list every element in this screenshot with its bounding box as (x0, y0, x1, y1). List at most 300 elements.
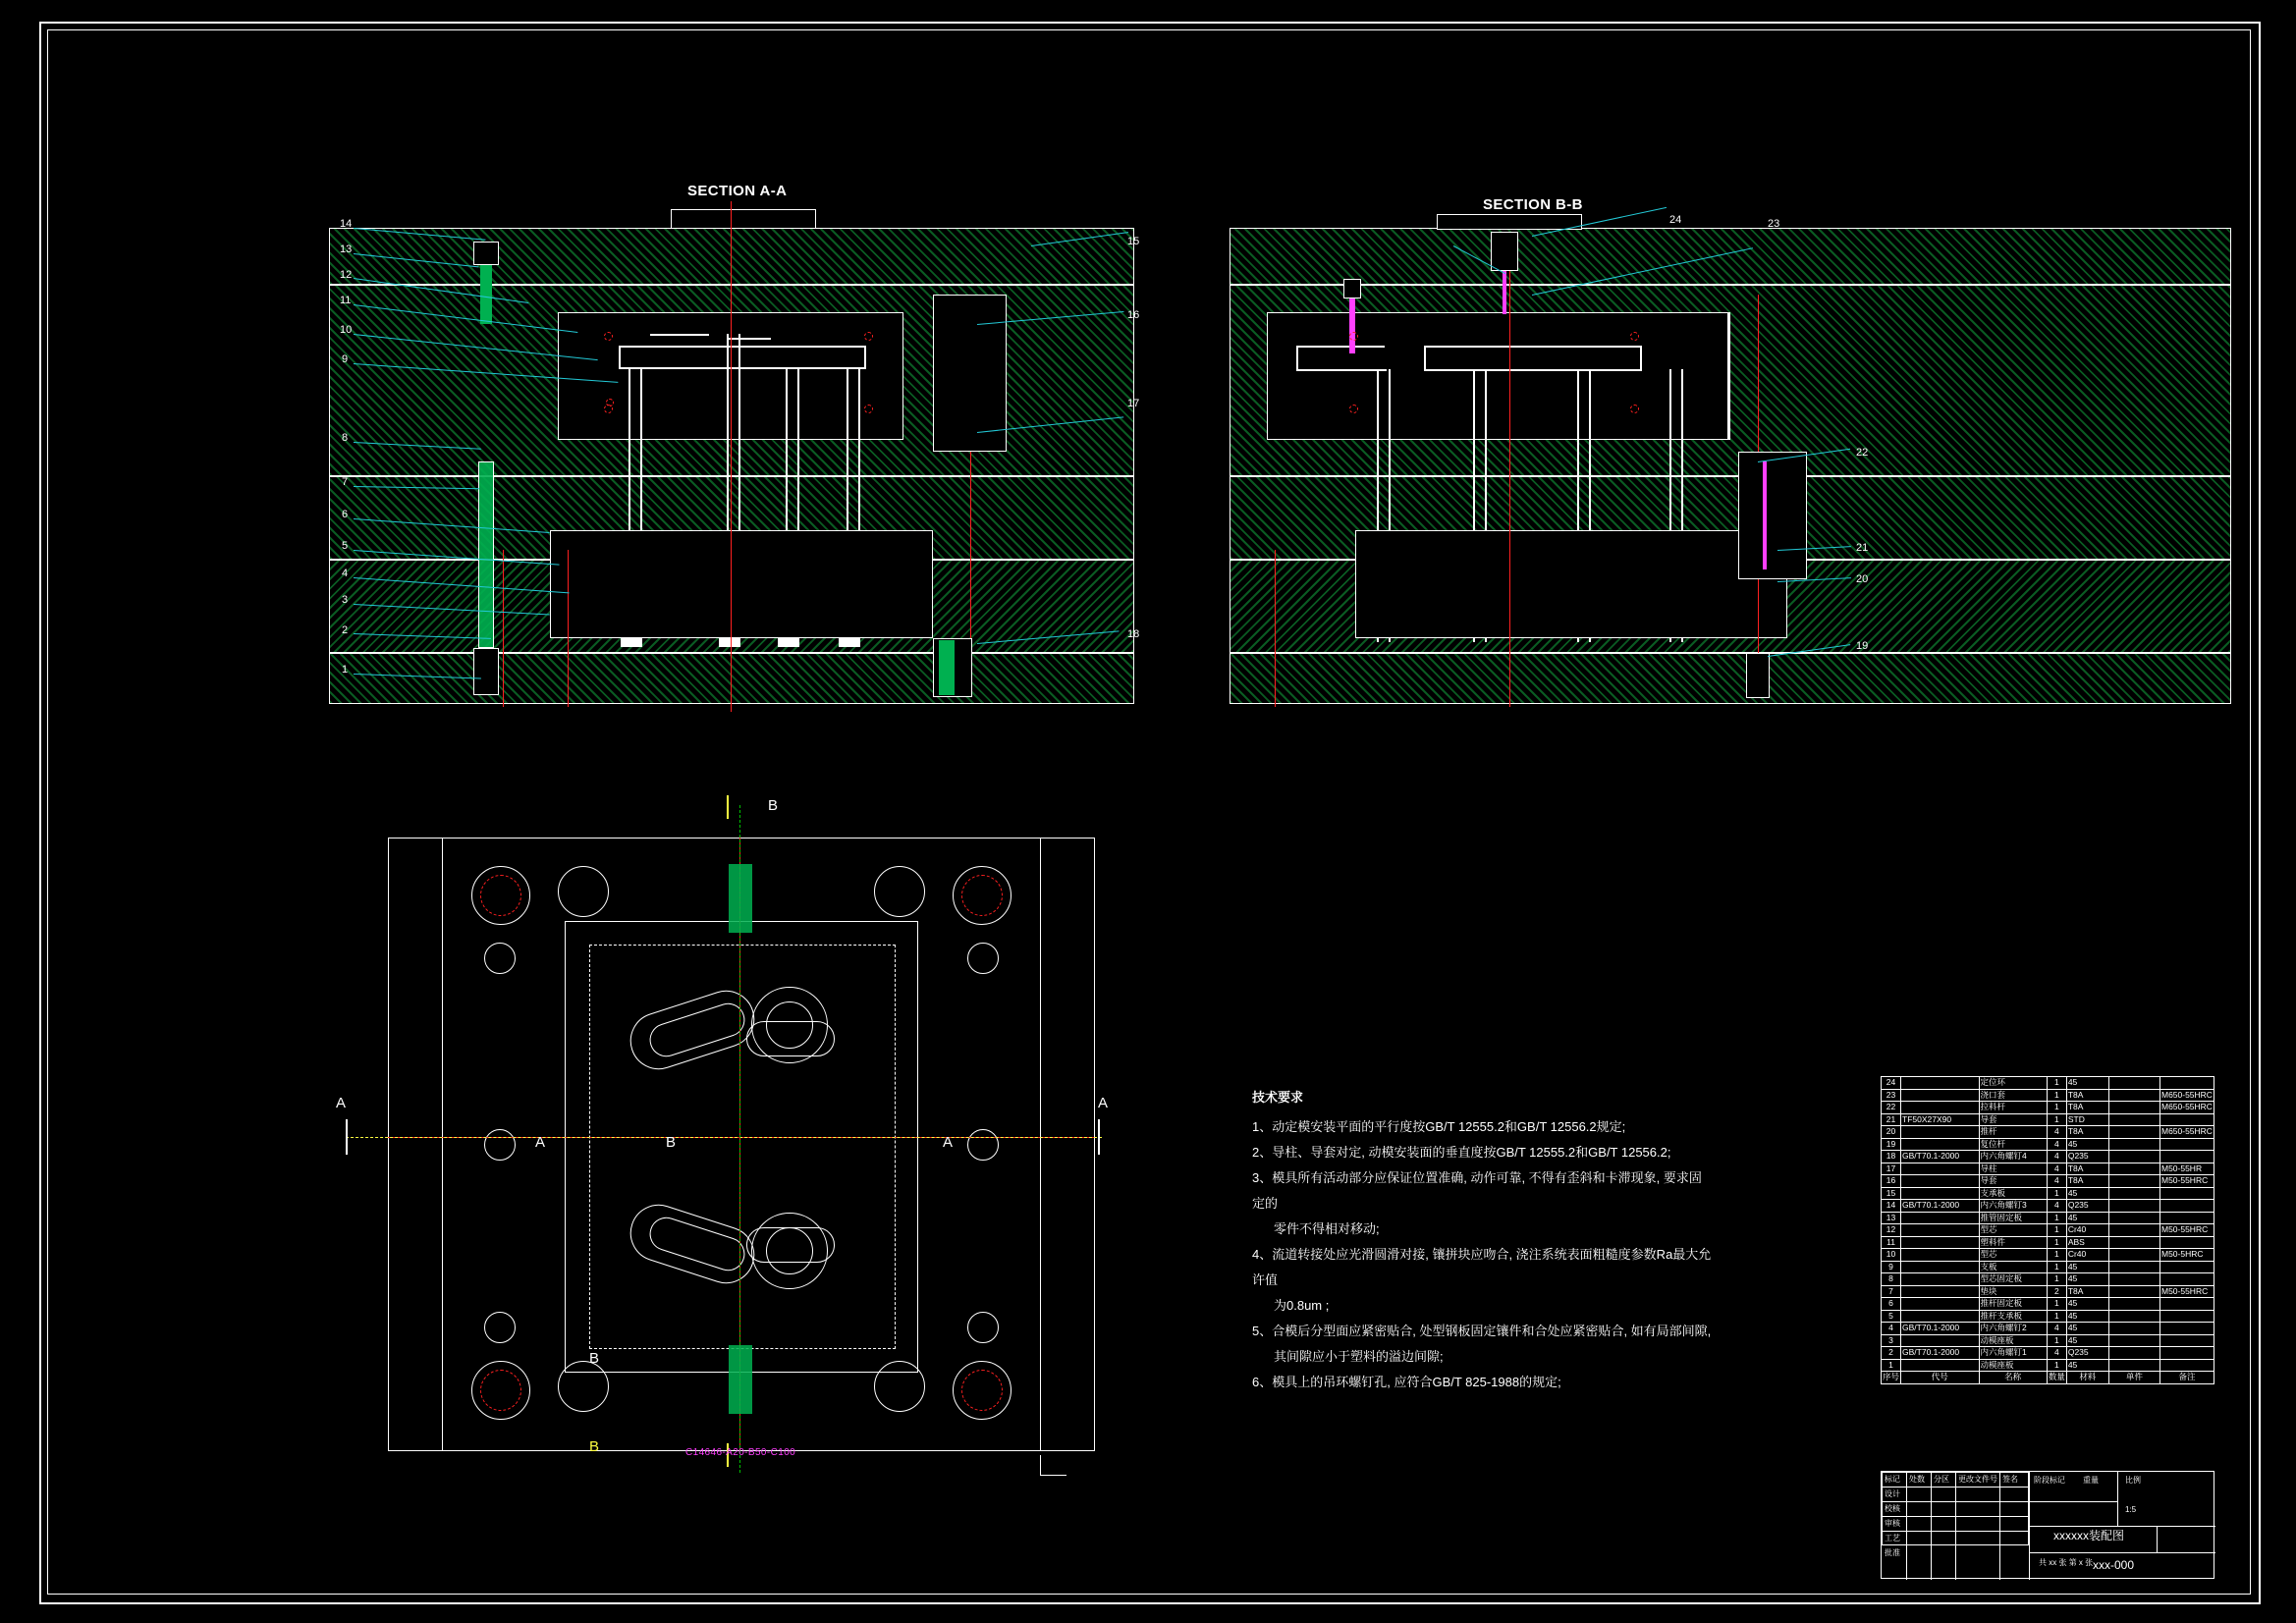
bom-cell: 导套 (1979, 1113, 2047, 1126)
bom-cell (2108, 1113, 2159, 1126)
plan-hole-tl2 (558, 866, 609, 917)
bom-cell (2159, 1310, 2214, 1323)
bom-cell: 11 (1882, 1236, 1901, 1249)
aa-ejector-box (550, 530, 933, 638)
bom-cell: GB/T70.1-2000 (1901, 1151, 1980, 1163)
bom-cell: 1 (2047, 1212, 2066, 1224)
bom-cell (1901, 1212, 1980, 1224)
balloon-10: 10 (340, 324, 353, 336)
bom-cell: 1 (2047, 1102, 2066, 1114)
bom-cell (1901, 1285, 1980, 1298)
tb-drawing-name: xxxxxx装配图 (2053, 1529, 2125, 1542)
bom-cell: 1 (2047, 1113, 2066, 1126)
cut-label-b-in2: B (589, 1350, 600, 1367)
bom-cell: 4 (2047, 1347, 2066, 1360)
bom-cell: 1 (2047, 1236, 2066, 1249)
plan-aa-arrow-left (346, 1119, 348, 1155)
plan-part-neck-top (746, 1021, 835, 1056)
bom-cell (1901, 1310, 1980, 1323)
bom-cell: 17 (1882, 1163, 1901, 1175)
bom-cell: M50-55HR (2159, 1163, 2214, 1175)
bb-base-plate (1230, 653, 2231, 704)
bom-cell (2108, 1151, 2159, 1163)
bb-guide-pin-bb (1763, 461, 1767, 569)
bom-cell: ABS (2066, 1236, 2108, 1249)
plan-corner-hole-tl-inner (480, 875, 521, 916)
tb-label-scale: 比例 (2125, 1476, 2141, 1485)
bom-cell: 45 (2066, 1261, 2108, 1273)
bom-cell (2159, 1212, 2214, 1224)
bom-cell: 24 (1882, 1077, 1901, 1090)
bom-cell: 45 (2066, 1273, 2108, 1286)
plan-bb-marker-bottom (729, 1345, 752, 1414)
bom-cell: 3 (1882, 1334, 1901, 1347)
bom-cell: 动模座板 (1979, 1359, 2047, 1372)
bom-cell (2108, 1298, 2159, 1311)
bb-screw-head-bb (1343, 279, 1361, 298)
bom-cell (2159, 1298, 2214, 1311)
bom-cell: 45 (2066, 1323, 2108, 1335)
bom-cell (2108, 1200, 2159, 1213)
bom-header-cell: 单件 (2108, 1372, 2159, 1384)
bom-cell: M650-55HRC (2160, 1089, 2213, 1100)
bom-cell (2108, 1249, 2159, 1262)
bom-cell (2159, 1113, 2214, 1126)
bom-cell: 19 (1882, 1138, 1901, 1151)
bom-cell (2159, 1273, 2214, 1286)
balloon-3: 3 (342, 594, 349, 606)
aa-part-bump2 (727, 338, 771, 340)
bom-cell (1901, 1163, 1980, 1175)
bb-sprue-bush-body (1491, 232, 1518, 271)
balloon-14: 14 (340, 218, 353, 230)
bom-cell (2108, 1138, 2159, 1151)
bb-circle-1 (1349, 332, 1358, 341)
aa-screw-head (473, 242, 499, 265)
tb-label-sign: 签名 (2002, 1475, 2018, 1484)
aa-part-bottom (619, 367, 866, 369)
bom-cell (2108, 1359, 2159, 1372)
bb-circle-3 (1349, 405, 1358, 413)
balloon-19: 19 (1856, 640, 1869, 652)
bom-cell: T8A (2066, 1102, 2108, 1114)
bom-cell: 4 (2047, 1151, 2066, 1163)
bom-cell: 浇口套 (1979, 1089, 2047, 1102)
plan-part-neck-bottom (746, 1227, 835, 1263)
bom-row (1882, 1298, 2214, 1311)
bb-cavity-divider (1728, 312, 1730, 440)
balloon-4: 4 (342, 568, 349, 579)
tb-r5 (2029, 1526, 2215, 1527)
bom-cell: 45 (2066, 1187, 2108, 1200)
bom-cell: 45 (2066, 1310, 2108, 1323)
tb-c3 (1955, 1472, 1956, 1580)
bom-cell: 20 (1882, 1126, 1901, 1139)
bom-cell: 1 (2047, 1077, 2066, 1090)
bom-row (1882, 1212, 2214, 1224)
bom-cell: 内六角螺钉2 (1979, 1323, 2047, 1335)
bom-cell: M50-55HRC (2159, 1175, 2214, 1188)
tb-label-process: 工艺 (1885, 1534, 1900, 1542)
bom-row (1882, 1138, 2214, 1151)
bom-cell: 1 (2047, 1334, 2066, 1347)
aa-return-pin-body (939, 640, 955, 695)
tb-c7 (2157, 1526, 2158, 1552)
tb-c6 (2117, 1472, 2118, 1526)
bb-part-left-lobe-top (1296, 346, 1385, 348)
aa-centerline (731, 201, 732, 712)
bb-top-plate (1230, 228, 2231, 285)
tb-label-weight: 重量 (2083, 1476, 2099, 1485)
tech-item-6: 6、模具上的吊环螺钉孔, 应符合GB/T 825-1988的规定; (1252, 1375, 1561, 1389)
bom-cell: 型芯 (1979, 1224, 2047, 1237)
aa-part-right (864, 346, 866, 369)
bom-cell (2108, 1077, 2159, 1090)
tb-c1 (1906, 1472, 1907, 1580)
bom-header-cell: 序号 (1883, 1372, 1900, 1382)
plan-bb-marker-top (729, 864, 752, 933)
balloon-24: 24 (1669, 214, 1682, 226)
bom-cell: M50-5HRC (2159, 1249, 2214, 1262)
tb-c2 (1931, 1472, 1932, 1580)
bb-centerline-left (1275, 550, 1276, 707)
bom-cell (2108, 1310, 2159, 1323)
bom-row (1882, 1249, 2214, 1262)
bom-cell: 型芯 (1979, 1249, 2047, 1262)
aa-part-bump1 (650, 334, 709, 336)
corner-mark (1040, 1455, 1066, 1476)
tb-scale-value: 1:5 (2125, 1505, 2137, 1514)
tb-label-approve: 批准 (1885, 1548, 1900, 1557)
bom-cell: Q235 (2066, 1347, 2108, 1360)
cut-label-b-in1: B (666, 1134, 677, 1151)
bom-cell: 1 (2047, 1089, 2066, 1102)
bom-cell: 4 (1882, 1323, 1901, 1335)
aa-base-plate (329, 653, 1134, 704)
tb-label-zone: 分区 (1934, 1475, 1949, 1484)
tb-r7 (2029, 1552, 2215, 1553)
plan-small-hole-4 (967, 1129, 999, 1161)
balloon-5: 5 (342, 540, 349, 552)
bom-cell: 垫块 (1979, 1285, 2047, 1298)
plan-tag: C14646-A20-B50-C100 (685, 1447, 796, 1458)
balloon-2: 2 (342, 624, 349, 636)
bb-part-left-lobe-b (1296, 369, 1387, 371)
bom-cell: 16 (1882, 1175, 1901, 1188)
bom-cell: 塑料件 (1979, 1236, 2047, 1249)
bb-part-top (1424, 346, 1640, 348)
bom-cell (2159, 1077, 2214, 1090)
plan-corner-hole-tr-inner (961, 875, 1003, 916)
aa-part-top (619, 346, 864, 348)
bom-cell: 拉料杆 (1979, 1102, 2047, 1114)
plan-bb-arrow-top (727, 795, 729, 819)
bom-cell: 4 (2047, 1200, 2066, 1213)
plan-hole-br2 (874, 1361, 925, 1412)
bom-cell: 4 (2047, 1126, 2066, 1139)
bom-row (1882, 1077, 2214, 1090)
bom-cell: 1 (2047, 1359, 2066, 1372)
bom-cell (2108, 1236, 2159, 1249)
bom-row (1882, 1200, 2214, 1213)
aa-part-left (619, 346, 621, 367)
bom-cell: GB/T70.1-2000 (1901, 1323, 1980, 1335)
balloon-16: 16 (1127, 309, 1140, 321)
bom-cell: 21 (1882, 1113, 1901, 1126)
bom-cell (2108, 1089, 2159, 1102)
bom-cell (1901, 1273, 1980, 1286)
bom-cell: 推管固定板 (1979, 1212, 2047, 1224)
bom-cell (1901, 1175, 1980, 1188)
bom-cell (1901, 1249, 1980, 1262)
bom-cell: 2 (2047, 1285, 2066, 1298)
bom-cell: 1 (2047, 1298, 2066, 1311)
bom-cell: Q235 (2066, 1200, 2108, 1213)
bom-row (1882, 1224, 2214, 1237)
bom-cell (2159, 1359, 2214, 1372)
bom-header-cell: 数量 (2048, 1372, 2065, 1382)
bom-cell: 1 (2047, 1187, 2066, 1200)
bom-row (1882, 1151, 2214, 1163)
section-bb-title: SECTION B-B (1483, 196, 1583, 213)
bom-cell: 4 (2047, 1323, 2066, 1335)
cut-label-a-left: A (336, 1095, 347, 1111)
bom-cell (1901, 1126, 1980, 1139)
bom-cell (2108, 1224, 2159, 1237)
plan-hole-bl2 (558, 1361, 609, 1412)
bom-cell: 23 (1882, 1089, 1901, 1102)
bom-cell: 5 (1882, 1310, 1901, 1323)
bom-header-cell: 备注 (2159, 1372, 2214, 1384)
bom-cell: 内六角螺钉1 (1979, 1347, 2047, 1360)
tb-label-mark: 标记 (1885, 1475, 1900, 1484)
bom-cell: 22 (1882, 1102, 1901, 1114)
bom-row (1882, 1102, 2214, 1114)
bom-cell: TF50X27X90 (1901, 1113, 1980, 1126)
aa-centerline-l2 (568, 550, 569, 707)
bom-cell (1901, 1077, 1980, 1090)
bb-guide-bush (1738, 452, 1807, 579)
balloon-8: 8 (342, 432, 349, 444)
bom-cell (2108, 1261, 2159, 1273)
bom-cell (2159, 1138, 2214, 1151)
tb-drawing-no: xxx-000 (2093, 1558, 2135, 1572)
bom-cell: T8A (2066, 1163, 2108, 1175)
plan-cut-aa (346, 1137, 1102, 1138)
bom-cell: M650-55HRC (2160, 1102, 2213, 1112)
plan-hole-tr2 (874, 866, 925, 917)
tech-item-3: 3、模具所有活动部分应保证位置准确, 动作可靠, 不得有歪斜和卡滞现象, 要求固定的 (1252, 1170, 1702, 1211)
bom-cell (1901, 1298, 1980, 1311)
aa-detail-circle-1 (604, 332, 613, 341)
bom-cell: 内六角螺钉4 (1979, 1151, 2047, 1163)
bom-cell: 8 (1882, 1273, 1901, 1286)
bom-cell (2159, 1261, 2214, 1273)
bom-row (1882, 1113, 2214, 1126)
bom-row (1882, 1089, 2214, 1102)
aa-centerline-left (503, 550, 504, 707)
bb-part-left-lobe-l (1296, 346, 1298, 369)
bom-cell (2159, 1236, 2214, 1249)
bom-cell: 4 (2047, 1138, 2066, 1151)
title-block (1881, 1471, 2214, 1579)
bb-circle-2 (1630, 332, 1639, 341)
bom-cell (2159, 1334, 2214, 1347)
bom-header-cell: 材料 (2066, 1372, 2108, 1384)
bom-cell: 6 (1882, 1298, 1901, 1311)
bom-row (1882, 1163, 2214, 1175)
balloon-18: 18 (1127, 628, 1140, 640)
balloon-15: 15 (1127, 236, 1140, 247)
bom-cell (2108, 1163, 2159, 1175)
tech-item-2: 2、导柱、导套对定, 动模安装面的垂直度按GB/T 12555.2和GB/T 12556.2; (1252, 1145, 1671, 1160)
balloon-21: 21 (1856, 542, 1869, 554)
bom-cell: 支承板 (1979, 1187, 2047, 1200)
bom-cell: M650-55HRC (2160, 1126, 2213, 1137)
bom-cell: 推杆支承板 (1979, 1310, 2047, 1323)
bom-cell: 支板 (1979, 1261, 2047, 1273)
aa-guide-bush (933, 295, 1007, 452)
balloon-22: 22 (1856, 447, 1869, 459)
bom-header-cell: 名称 (1979, 1372, 2047, 1384)
plan-corner-hole-bl-inner (480, 1370, 521, 1411)
bb-part-right (1640, 346, 1642, 371)
bom-cell: Q235 (2066, 1151, 2108, 1163)
bom-cell (1901, 1261, 1980, 1273)
bom-cell (2108, 1285, 2159, 1298)
cut-label-a-in1: A (535, 1134, 546, 1151)
bb-centerline (1509, 236, 1510, 707)
tb-label-design: 设计 (1885, 1489, 1900, 1498)
bom-row (1882, 1175, 2214, 1188)
bom-cell: 4 (2047, 1163, 2066, 1175)
technical-requirements (1252, 1085, 1714, 1395)
bom-cell: T8A (2066, 1175, 2108, 1188)
cut-label-b-top: B (768, 797, 779, 814)
plan-small-hole-2 (967, 943, 999, 974)
balloon-12: 12 (340, 269, 353, 281)
bom-cell: T8A (2066, 1126, 2108, 1139)
tb-label-stage: 阶段标记 (2034, 1476, 2065, 1485)
bom-cell: 导套 (1979, 1175, 2047, 1188)
bom-cell: M50-55HRC (2159, 1285, 2214, 1298)
bom-cell: 1 (1882, 1359, 1901, 1372)
bom-table (1881, 1076, 2214, 1384)
tech-item-5b: 其间隙应小于塑料的溢边间隙; (1274, 1349, 1444, 1364)
tb-r6 (2029, 1501, 2117, 1502)
bom-cell: T8A (2066, 1089, 2108, 1102)
bom-cell: 10 (1882, 1249, 1901, 1262)
bom-cell (2159, 1151, 2214, 1163)
balloon-20: 20 (1856, 573, 1869, 585)
plan-corner-hole-br-inner (961, 1370, 1003, 1411)
bom-cell (1901, 1187, 1980, 1200)
bom-row (1882, 1187, 2214, 1200)
bom-cell (1901, 1334, 1980, 1347)
bom-cell: 定位环 (1979, 1077, 2047, 1090)
bom-cell: 1 (2047, 1310, 2066, 1323)
bb-part-left (1424, 346, 1426, 369)
tb-label-check: 校核 (1885, 1504, 1900, 1513)
balloon-7: 7 (342, 476, 349, 488)
balloon-1: 1 (342, 664, 349, 676)
bom-cell: 13 (1882, 1212, 1901, 1224)
bom-cell (2159, 1347, 2214, 1360)
plan-small-hole-6 (967, 1312, 999, 1343)
bom-cell: STD (2066, 1113, 2108, 1126)
bom-cell: 1 (2047, 1249, 2066, 1262)
plan-small-hole-5 (484, 1312, 516, 1343)
bom-row (1882, 1126, 2214, 1139)
bb-sprue-puller (1349, 295, 1355, 353)
bom-cell (2159, 1200, 2214, 1213)
bom-cell (2108, 1347, 2159, 1360)
aa-guide-pin-outline (478, 461, 494, 648)
bb-cavity-window (1267, 312, 1728, 440)
bom-cell: 导柱 (1979, 1163, 2047, 1175)
tb-label-review: 审核 (1885, 1519, 1900, 1528)
bom-cell: 4 (2047, 1175, 2066, 1188)
bom-cell (1901, 1359, 1980, 1372)
bom-cell: 推杆固定板 (1979, 1298, 2047, 1311)
bom-cell (2159, 1187, 2214, 1200)
bom-cell: GB/T70.1-2000 (1901, 1347, 1980, 1360)
bom-cell (2108, 1323, 2159, 1335)
bom-cell (2108, 1273, 2159, 1286)
bom-cell: 2 (1882, 1347, 1901, 1360)
bom-cell: Cr40 (2066, 1249, 2108, 1262)
bom-cell: 14 (1882, 1200, 1901, 1213)
cut-label-b-bottom: B (589, 1438, 600, 1455)
bom-row (1882, 1359, 2214, 1372)
bom-cell (1901, 1224, 1980, 1237)
bom-cell: GB/T70.1-2000 (1901, 1200, 1980, 1213)
bom-cell (2108, 1187, 2159, 1200)
bom-header-row (1882, 1372, 2214, 1384)
bom-cell: 推杆 (1979, 1126, 2047, 1139)
bom-cell: 7 (1882, 1285, 1901, 1298)
bom-cell: 内六角螺钉3 (1979, 1200, 2047, 1213)
cut-label-a-in2: A (943, 1134, 954, 1151)
balloon-6: 6 (342, 509, 349, 520)
balloon-11: 11 (340, 295, 352, 306)
bom-cell (2159, 1323, 2214, 1335)
bom-cell (1901, 1102, 1980, 1114)
bom-row (1882, 1323, 2214, 1335)
bom-cell: 15 (1882, 1187, 1901, 1200)
balloon-9: 9 (342, 353, 349, 365)
bom-row (1882, 1334, 2214, 1347)
tech-item-4: 4、流道转接处应光滑圆滑对接, 镶拼块应吻合, 浇注系统表面粗糙度参数Ra最大允许值 (1252, 1247, 1712, 1287)
bom-cell (1901, 1236, 1980, 1249)
bom-header-cell: 代号 (1901, 1372, 1980, 1384)
tech-item-5: 5、合模后分型面应紧密贴合, 处型钢板固定镶件和合处应紧密贴合, 如有局部间隙, (1252, 1324, 1712, 1338)
bom-cell: Cr40 (2066, 1224, 2108, 1237)
bom-cell: 1 (2047, 1261, 2066, 1273)
plan-aa-arrow-right (1098, 1119, 1100, 1155)
bom-cell (2108, 1126, 2159, 1139)
tb-c4 (1999, 1472, 2000, 1580)
bom-row (1882, 1236, 2214, 1249)
bom-cell: 45 (2066, 1334, 2108, 1347)
bom-row (1882, 1347, 2214, 1360)
bom-cell: M50-55HRC (2159, 1224, 2214, 1237)
bom-cell: 12 (1882, 1224, 1901, 1237)
bom-cell: 45 (2066, 1212, 2108, 1224)
bom-cell: 45 (2066, 1359, 2108, 1372)
bom-cell (1901, 1089, 1980, 1102)
bb-return-pin-bb (1746, 653, 1770, 698)
